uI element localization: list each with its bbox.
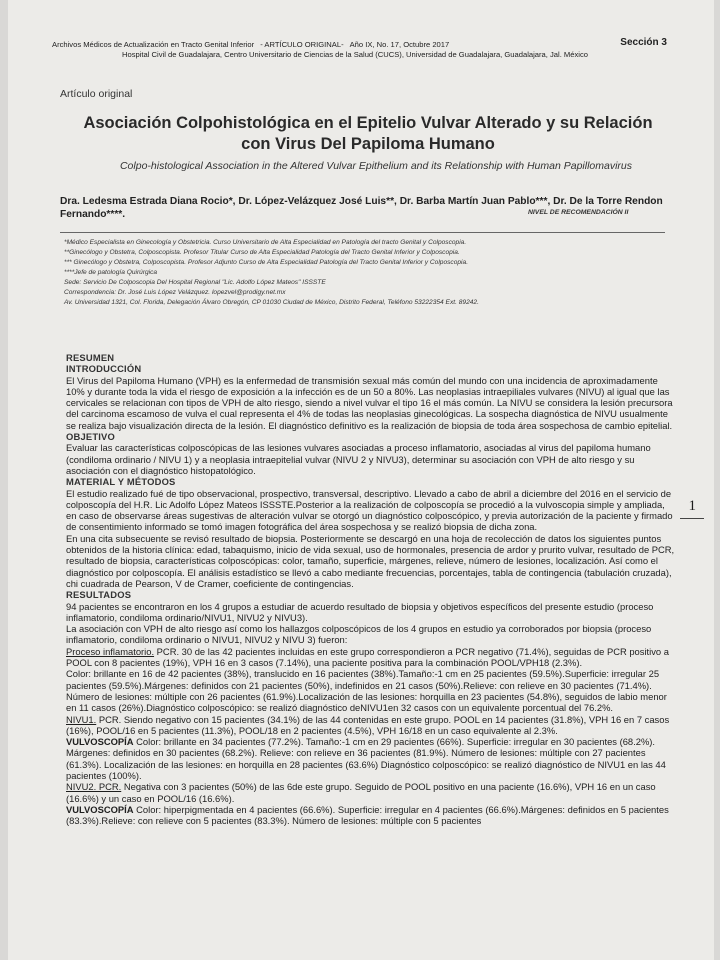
page-number: 1 <box>688 498 696 514</box>
section-label: Sección 3 <box>620 37 667 48</box>
affiliation-line: ****Jefe de patología Quirúrgica <box>64 269 158 276</box>
results-nivu2 <box>66 781 676 804</box>
heading-resumen: RESUMEN <box>66 352 115 363</box>
nivu1-pcr: PCR. Siendo negativo con 15 pacientes (34.1%) de las 44 contenidas en este grupo. POOL en 14 pacientes (31.8%), VPH 16 en 7 casos (16%), POOL/16 en 5 pacientes (11.3%), POOL/18 en 2 pacientes (4.5%), VPH 16/18 en un caso equivalente al 2.3%. <box>66 713 670 736</box>
heading-objetivo: OBJETIVO <box>66 431 116 443</box>
results-paragraph: La asociación con VPH de alto riesgo así como los hallazgos colposcópicos de los 4 grupos en estudio ya corroborados por biopsia (proceso inflamatorio, condiloma ordinario o NIVU1, NIVU2 y NIVU 3) fueron: <box>66 623 652 646</box>
article-title: Asociación Colpohistológica en el Epitelio Vulvar Alterado y su Relación con Virus Del Papiloma Humano <box>83 114 653 153</box>
vulvoscopy-label: VULVOSCOPÍA <box>66 803 134 815</box>
results-nivu1 <box>66 714 676 737</box>
journal-name: Archivos Médicos de Actualización en Tracto Genital Inferior <box>52 40 255 49</box>
heading-metodos: MATERIAL Y MÉTODOS <box>66 476 176 488</box>
affiliation-line: **Ginecólogo y Obstetra, Colposcopista. Profesor Titular Curso de Alta Especialidad Patología del Tracto Genital Inferior y Colposcopia. <box>64 249 460 256</box>
intro-paragraph: El Virus del Papiloma Humano (VPH) es la enfermedad de transmisión sexual más común del mundo con una incidencia de aproximadamente 10% y durante toda la vida el riesgo de exposición a la infección es de un 50 a 80%. Las neoplasias intraepiliales vulvares (NIVU) al igual que las cervicales se relacionan con tipos de VPH de alto riesgo, siendo a nivel vulvar el tipo 16 el más común. La NIVU se considera la lesión precursora del carcinoma escamoso de vulva el cual representa el 4% de todas las neoplasias ginecológicas. La sospecha diagnóstica de NIVU usualmente se realiza bajo visualización directa de la lesión. El diagnóstico definitivo es la realización de biopsia de toda área sospechosa de cambio epitelial. <box>66 374 673 431</box>
author-list: Dra. Ledesma Estrada Diana Rocio*, Dr. López-Velázquez José Luis**, Dr. Barba Martín Juan Pablo***, Dr. De la Torre Rendon Fernando****. <box>60 196 663 220</box>
results-inflammatory-colposcopy: Color: brillante en 16 de 42 pacientes (38%), translucido en 16 pacientes (38%).Tamaño:-1 cm en 25 pacientes (59.5%).Superficie: irregular 25 pacientes (59.5%).Márgenes: definidos con 21 pacientes (50%), indefinidos en 21 casos (50%).Relieve: con relieve en 30 pacientes (71.4%). Número de lesiones: múltiple con 26 pacientes (61.9%).Localización de las lesiones: horquilla en 23 pacientes (54.8%), seguidos de labio menor en 11 casos (26%).Diagnóstico colposcópico: se realizó diagnóstico deNIVU1en 32 casos con un equivalente porcentual del 76.2%. <box>66 668 667 714</box>
results-paragraph: 94 pacientes se encontraron en los 4 grupos a estudiar de acuerdo resultado de biopsia y objetivos específicos del presente estudio (proceso inflamatorio, condiloma ordinario/NIVU1, NIVU2 y NIVU3). <box>66 600 654 623</box>
heading-resultados: RESULTADOS <box>66 589 132 601</box>
page-number-rule <box>680 518 704 519</box>
document-page <box>8 0 714 960</box>
article-subtitle: Colpo-histological Association in the Altered Vulvar Epithelium and its Relationship with Human Papillomavirus <box>119 160 633 172</box>
correspondence-line: Correspondencia: Dr. José Luis López Velázquez. lopezvel@prodigy.net.mx <box>64 289 286 296</box>
subheading-nivu2: NIVU2. PCR. <box>66 781 122 793</box>
nivu2-vulvoscopy-text: Color: hiperpigmentada en 4 pacientes (66.6%). Superficie: irregular en 4 pacientes (66.6%).Márgenes: definidos en 5 pacientes (83.3%).Relieve: con relieve con 5 pacientes (83.3%). Número de lesiones: múltiple con 5 pacientes <box>66 803 669 827</box>
nivu2-pcr: Negativa con 3 pacientes (50%) de las 6de este grupo. Seguido de POOL positivo en una paciente (16.6%), VPH 16 en un caso (16.6%) y un caso en POOL/16 (16.6%). <box>66 781 656 804</box>
inflammatory-pcr: PCR. 30 de las 42 pacientes incluidas en este grupo correspondieron a PCR negativo (71.4%), seguidas de PCR positivo a POOL con 8 pacientes (19%), VPH 16 en 3 casos (7.14%), una paciente positiva para la combinación POOL/VPH18 (2.3%). <box>66 645 669 669</box>
affiliations <box>64 238 674 308</box>
article-kind: Artículo original <box>60 88 133 100</box>
nivu1-vulvoscopy-text: Color: brillante en 34 pacientes (77.2%). Tamaño:-1 cm en 29 pacientes (66%). Superficie: irregular en 30 pacientes (68.2%). Márgenes: definidos en 30 pacientes (68.2%). Relieve: con relieve en 36 pacientes (81.9%). Número de lesiones: múltiple con 27 pacientes (61.3%). Localización de las lesiones: en horquilla en 28 pacientes (63.6%) Diagnóstico colposcópico: se realizó diagnóstico de NIVU1 en las 44 pacientes (100%). <box>66 736 666 781</box>
divider <box>60 232 665 233</box>
affiliation-line: *Médico Especialista en Ginecología y Obstetricia. Curso Universitario de Alta Especialidad en Patología del tracto Genital y Colposcopia. <box>64 239 467 246</box>
recommendation-level: NIVEL DE RECOMENDACIÓN II <box>528 209 629 216</box>
affiliation-line: *** Ginecólogo y Obstetra, Colposcopista. Profesor Adjunto Curso de Alta Especialidad Patología del Tracto Genital Inferior y Colposcopia. <box>64 259 469 266</box>
vulvoscopy-label: VULVOSCOPÍA <box>66 736 134 748</box>
sede-line: Sede: Servicio De Colposcopia Del Hospital Regional "Lic. Adolfo López Mateos" ISSSTE <box>64 279 326 286</box>
address-line: Av. Universidad 1321, Col. Florida, Delegación Álvaro Obregón, CP 01030 Ciudad de México, Distrito Federal, Teléfono 53222354 Ext. 89242. <box>64 299 479 306</box>
results-inflammatory <box>66 646 676 669</box>
methods-paragraph: El estudio realizado fué de tipo observacional, prospectivo, transversal, descriptivo. Llevado a cabo de abril a diciembre del 2016 en el servicio de colposcopía del H.R. Lic Adolfo López Mateos ISSSTE.Posterior a la realización de colposcopía se procedió a la vulvoscopia simple y ampliada, en caso de observarse áreas sugestivas de alteración vulvar se otorgó un diagnóstico colposcópico, y previa autorización de la paciente y firmado de consentimiento informado se tomó imagen fotográfica del área sospechosa y se realizó biopsia de dicha zona. <box>66 487 673 533</box>
journal-header <box>52 37 667 60</box>
subheading-nivu1: NIVU1. <box>66 713 97 725</box>
objective-paragraph: Evaluar las características colposcópicas de las lesiones vulvares asociadas a proceso inflamatorio, asociadas al virus del papiloma humano (condiloma ordinario / NIVU 1) y a neoplasia intraepitelial vulvar (NIVU 2 y NIVU3), determinar su asociación con VPH de alto riesgo y su asociación con el diagnóstico histopatológico. <box>66 442 651 476</box>
institution-line: Hospital Civil de Guadalajara, Centro Universitario de Ciencias de la Salud (CUCS), Universidad de Guadalajara, Guadalajara, Jal. México <box>122 50 588 59</box>
results-nivu1-vulvoscopy <box>66 736 676 781</box>
methods-paragraph: En una cita subsecuente se revisó resultado de biopsia. Posteriormente se descargó en una hoja de recolección de datos los siguientes puntos obtenidos de la historia clínica: edad, tabaquismo, inicio de vida sexual, uso de hormonales, presencia de ardor y prurito vulvar, resultado de PCR, resultado de biopsia, características colposcópicas: color, tamaño, superficie, márgenes, relieve, número de lesiones, localización. Así como el diagnóstico por colposcopía. El análisis estadístico se llevó a cabo mediante frecuencias, porcentajes, tabla de contingencia (tabulación cruzada), chi cuadrada de Pearson, V de Cramer, coeficiente de contingencias. <box>66 532 675 589</box>
heading-introduccion: INTRODUCCIÓN <box>66 363 142 375</box>
issue-info: Año IX, No. 17, Octubre 2017 <box>349 40 450 49</box>
results-nivu2-vulvoscopy <box>66 804 676 827</box>
subheading-inflammatory: Proceso inflamatorio. <box>66 645 155 657</box>
abstract-body <box>66 352 676 826</box>
article-type-tag: - ARTÍCULO ORIGINAL- <box>260 40 344 49</box>
